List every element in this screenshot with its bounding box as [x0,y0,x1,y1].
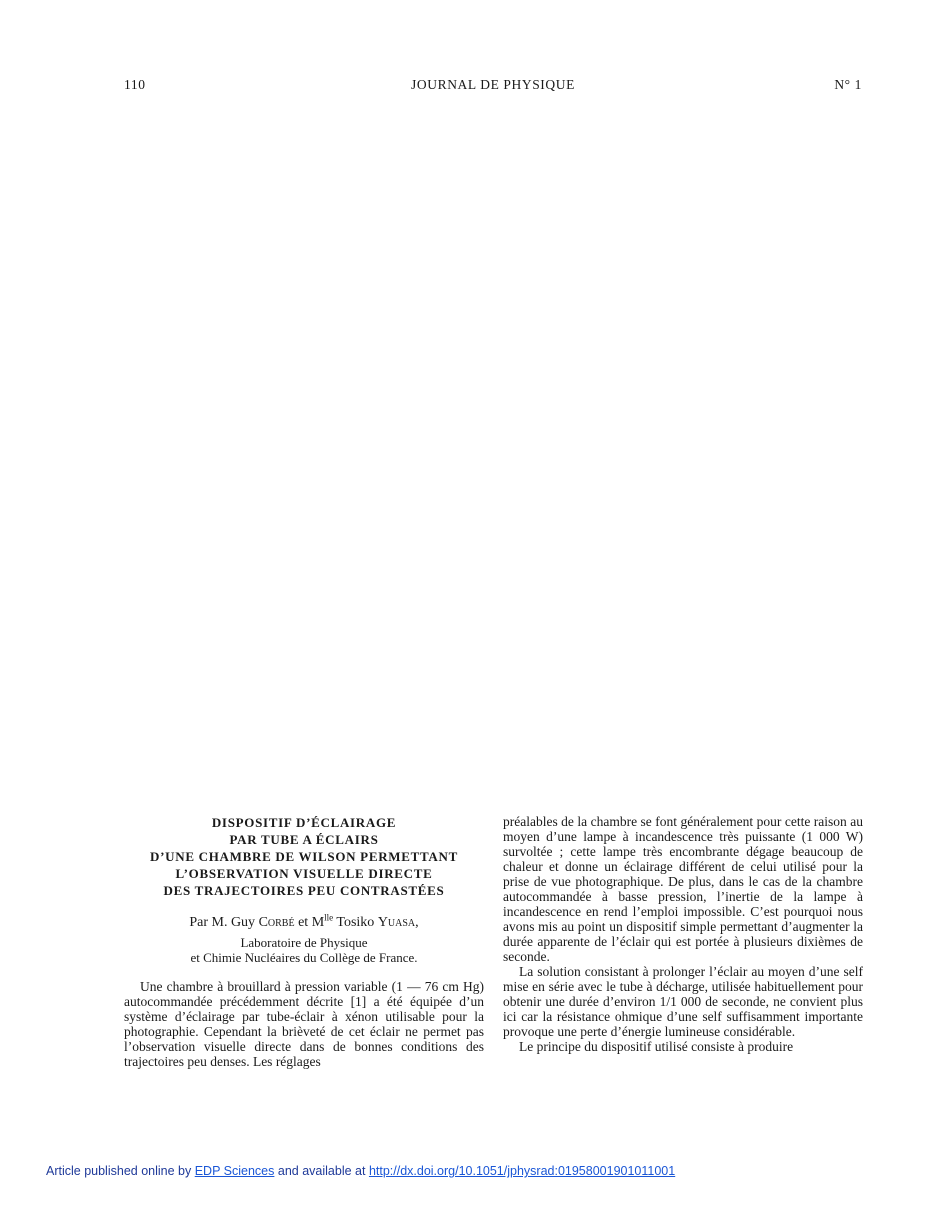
author-2-surname: Yuasa [377,915,416,930]
title-line: L’OBSERVATION VISUELLE DIRECTE [175,866,433,881]
issue-number: N° 1 [834,77,862,92]
right-column [503,814,863,1054]
title-line: PAR TUBE A ÉCLAIRS [229,832,379,847]
page-number: 110 [124,77,146,92]
author-2-honorific: $M^{lle}$ [311,912,334,930]
body-paragraph: Une chambre à brouillard à pression variable (1 — 76 cm Hg) autocommandée précédemment décrite [1] a été équipée d’un système d’éclairage par tube-éclair à xénon utilisable pour la photographie. Cependant la brièveté de cet éclair ne permet pas l’observation visuelle directe dans de bonnes conditions des trajectoires peu denses. Les réglages [124,979,484,1069]
body-paragraph: préalables de la chambre se font généralement pour cette raison au moyen d’une lampe à incandescence très puissante (1 000 W) survoltée ; cette lampe très encombrante dégage beaucoup de chaleur et donne un éclairage différent de celui utilisé pour la prise de vue photographique. De plus, dans le cas de la chambre autocommandée à basse pression, l’inertie de la lampe à incandescence en rend l’emploi impossible. C’est pourquoi nous avons mis au point un dispositif simple permettant d’augmenter la durée apparente de l’éclair qui est portée à plusieurs dixièmes de seconde. [503,814,863,964]
body-paragraph: La solution consistant à prolonger l’éclair au moyen d’une self mise en série avec le tube à décharge, utilisée habituellement pour obtenir une durée d’environ 1/1 000 de seconde, ne convient plus ici car la résistance ohmique d’une self suffisamment importante provoque une perte d’énergie lumineuse considérable. [503,964,863,1039]
publisher-link[interactable]: EDP Sciences [194,1164,275,1178]
byline-suffix: , [415,915,419,930]
article-title [124,814,484,899]
running-head [124,77,862,97]
author-2-firstname: Tosiko [336,915,375,930]
affiliation-line: et Chimie Nucléaires du Collège de France. [190,950,418,965]
affiliation-line: Laboratoire de Physique [240,935,368,950]
honorific-superscript: lle [324,912,334,923]
title-line: DES TRAJECTOIRES PEU CONTRASTÉES [163,883,445,898]
affiliation [124,935,484,965]
left-column [124,814,484,1069]
title-line: D’UNE CHAMBRE DE WILSON PERMETTANT [150,849,458,864]
author-1-surname: Corbé [258,915,295,930]
byline [124,914,484,931]
publication-footer [46,1164,675,1178]
journal-title: JOURNAL DE PHYSIQUE [411,77,575,92]
byline-prefix: Par M. Guy [189,915,256,930]
title-line: DISPOSITIF D’ÉCLAIRAGE [211,815,397,830]
body-paragraph: Le principe du dispositif utilisé consiste à produire [519,1039,794,1054]
footer-text: and available at [277,1164,366,1178]
footer-text: Article published online by [46,1164,192,1178]
byline-and: et [298,915,309,930]
doi-link[interactable]: http://dx.doi.org/10.1051/jphysrad:01958001901011001 [368,1164,676,1178]
